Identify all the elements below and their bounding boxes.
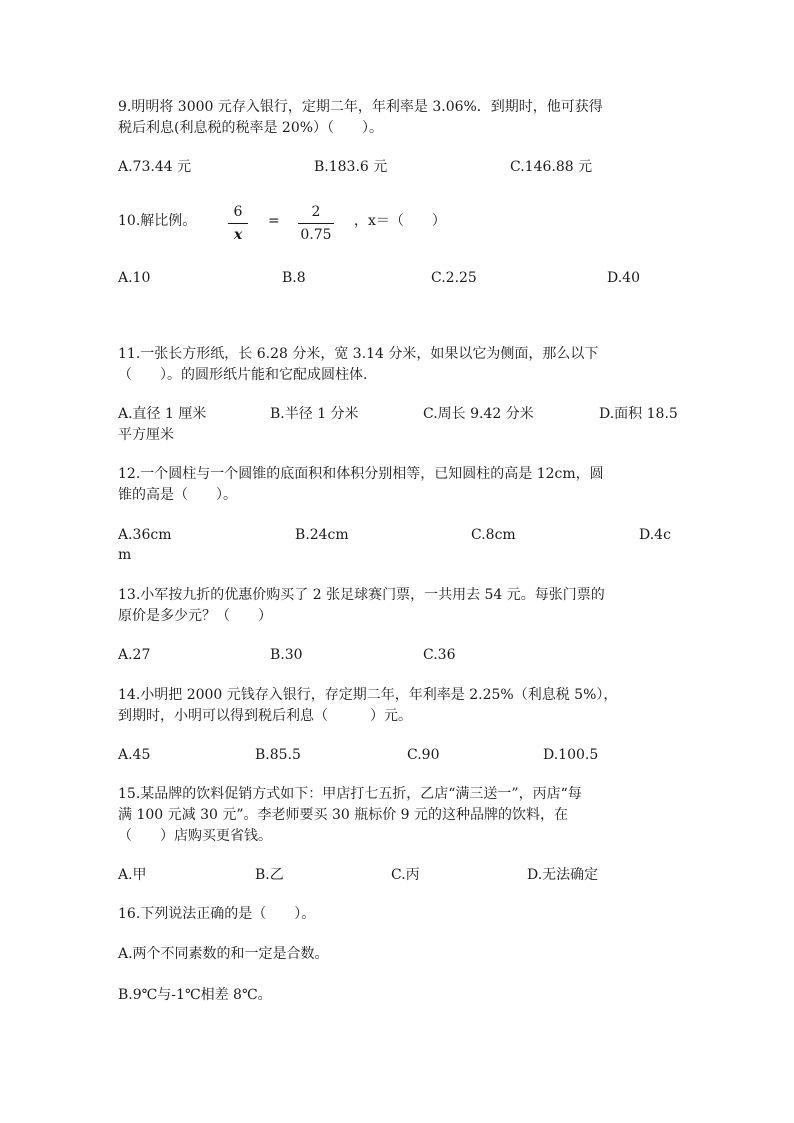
question-11-option-b: B.半径 1 分米 <box>270 406 359 422</box>
question-11-line-2: （ ）。的圆形纸片能和它配成圆柱体. <box>118 367 368 383</box>
question-15-line-1: 15.某品牌的饮料促销方式如下：甲店打七五折，乙店“满三送一”，丙店“每 <box>118 786 582 802</box>
question-11-option-c: C.周长 9.42 分米 <box>423 406 534 422</box>
question-10-prefix: 10.解比例。 <box>118 213 197 229</box>
fraction-numerator: 2 <box>311 204 321 220</box>
question-16-line-1: 16.下列说法正确的是（ ）。 <box>118 906 316 922</box>
question-11-option-d: D.面积 18.5 <box>599 406 678 422</box>
question-16-option-a: A.两个不同素数的和一定是合数。 <box>118 946 329 962</box>
question-9-line-1: 9.明明将 3000 元存入银行，定期二年，年利率是 3.06%．到期时，他可获得 <box>118 99 603 115</box>
question-10-option-d: D.40 <box>607 270 640 286</box>
question-11-option-d-wrap: 平方厘米 <box>118 427 174 443</box>
question-12-option-b: B.24cm <box>295 527 349 543</box>
question-14-line-2: 到期时，小明可以得到税后利息（ ）元。 <box>118 708 412 724</box>
fraction-bar <box>298 223 334 224</box>
question-13-line-1: 13.小军按九折的优惠价购买了 2 张足球赛门票，一共用去 54 元。每张门票的 <box>118 587 605 603</box>
question-14-option-a: A.45 <box>118 747 151 763</box>
question-15-option-b: B.乙 <box>255 867 284 883</box>
fraction-denominator: 0.75 <box>300 227 332 243</box>
question-15-option-d: D.无法确定 <box>527 867 599 883</box>
question-9-option-b: B.183.6 元 <box>314 159 388 175</box>
question-9-option-a: A.73.44 元 <box>118 159 192 175</box>
fraction-numerator: 6 <box>233 204 243 220</box>
question-11-line-1: 11.一张长方形纸，长 6.28 分米，宽 3.14 分米，如果以它为侧面，那么以下 <box>118 346 599 362</box>
question-13-option-b: B.30 <box>270 647 303 663</box>
question-14-option-d: D.100.5 <box>543 747 599 763</box>
question-12-line-2: 锥的高是（ ）。 <box>118 487 237 503</box>
question-12-line-1: 12.一个圆柱与一个圆锥的底面积和体积分别相等，已知圆柱的高是 12cm，圆 <box>118 466 604 482</box>
question-14-option-c: C.90 <box>407 747 440 763</box>
question-10-option-a: A.10 <box>118 270 151 286</box>
question-11-option-a: A.直径 1 厘米 <box>118 406 207 422</box>
question-15-option-c: C.丙 <box>391 867 420 883</box>
question-12-option-a: A.36cm <box>118 527 172 543</box>
question-12-option-c: C.8cm <box>471 527 516 543</box>
fraction-2-over-0.75 <box>298 203 334 244</box>
question-9-line-2: 税后利息(利息税的税率是 20%）（ ）。 <box>118 120 384 136</box>
question-10-option-b: B.8 <box>282 270 306 286</box>
question-10-option-c: C.2.25 <box>431 270 477 286</box>
question-13-option-a: A.27 <box>118 647 151 663</box>
question-13-option-c: C.36 <box>423 647 456 663</box>
fraction-bar <box>228 223 248 224</box>
question-10-suffix: ，x＝（ ） <box>354 213 446 229</box>
fraction-6-over-x <box>228 203 248 244</box>
question-15-line-3: （ ）店购买更省钱。 <box>118 828 272 844</box>
question-12-option-d: D.4c <box>639 527 671 543</box>
question-13-line-2: 原价是多少元？（ ） <box>118 608 272 624</box>
question-14-line-1: 14.小明把 2000 元钱存入银行，存定期二年，年利率是 2.25%（利息税 5%）， <box>118 687 618 703</box>
question-14-option-b: B.85.5 <box>255 747 301 763</box>
question-9-option-c: C.146.88 元 <box>510 159 593 175</box>
fraction-denominator: x <box>233 227 243 243</box>
equals-sign: = <box>268 213 280 229</box>
question-15-line-2: 满 100 元减 30 元”。李老师要买 30 瓶标价 9 元的这种品牌的饮料，在 <box>118 807 569 823</box>
question-16-option-b: B.9℃与-1℃相差 8℃。 <box>118 987 272 1003</box>
question-15-option-a: A.甲 <box>118 867 147 883</box>
question-12-option-d-wrap: m <box>118 547 132 563</box>
